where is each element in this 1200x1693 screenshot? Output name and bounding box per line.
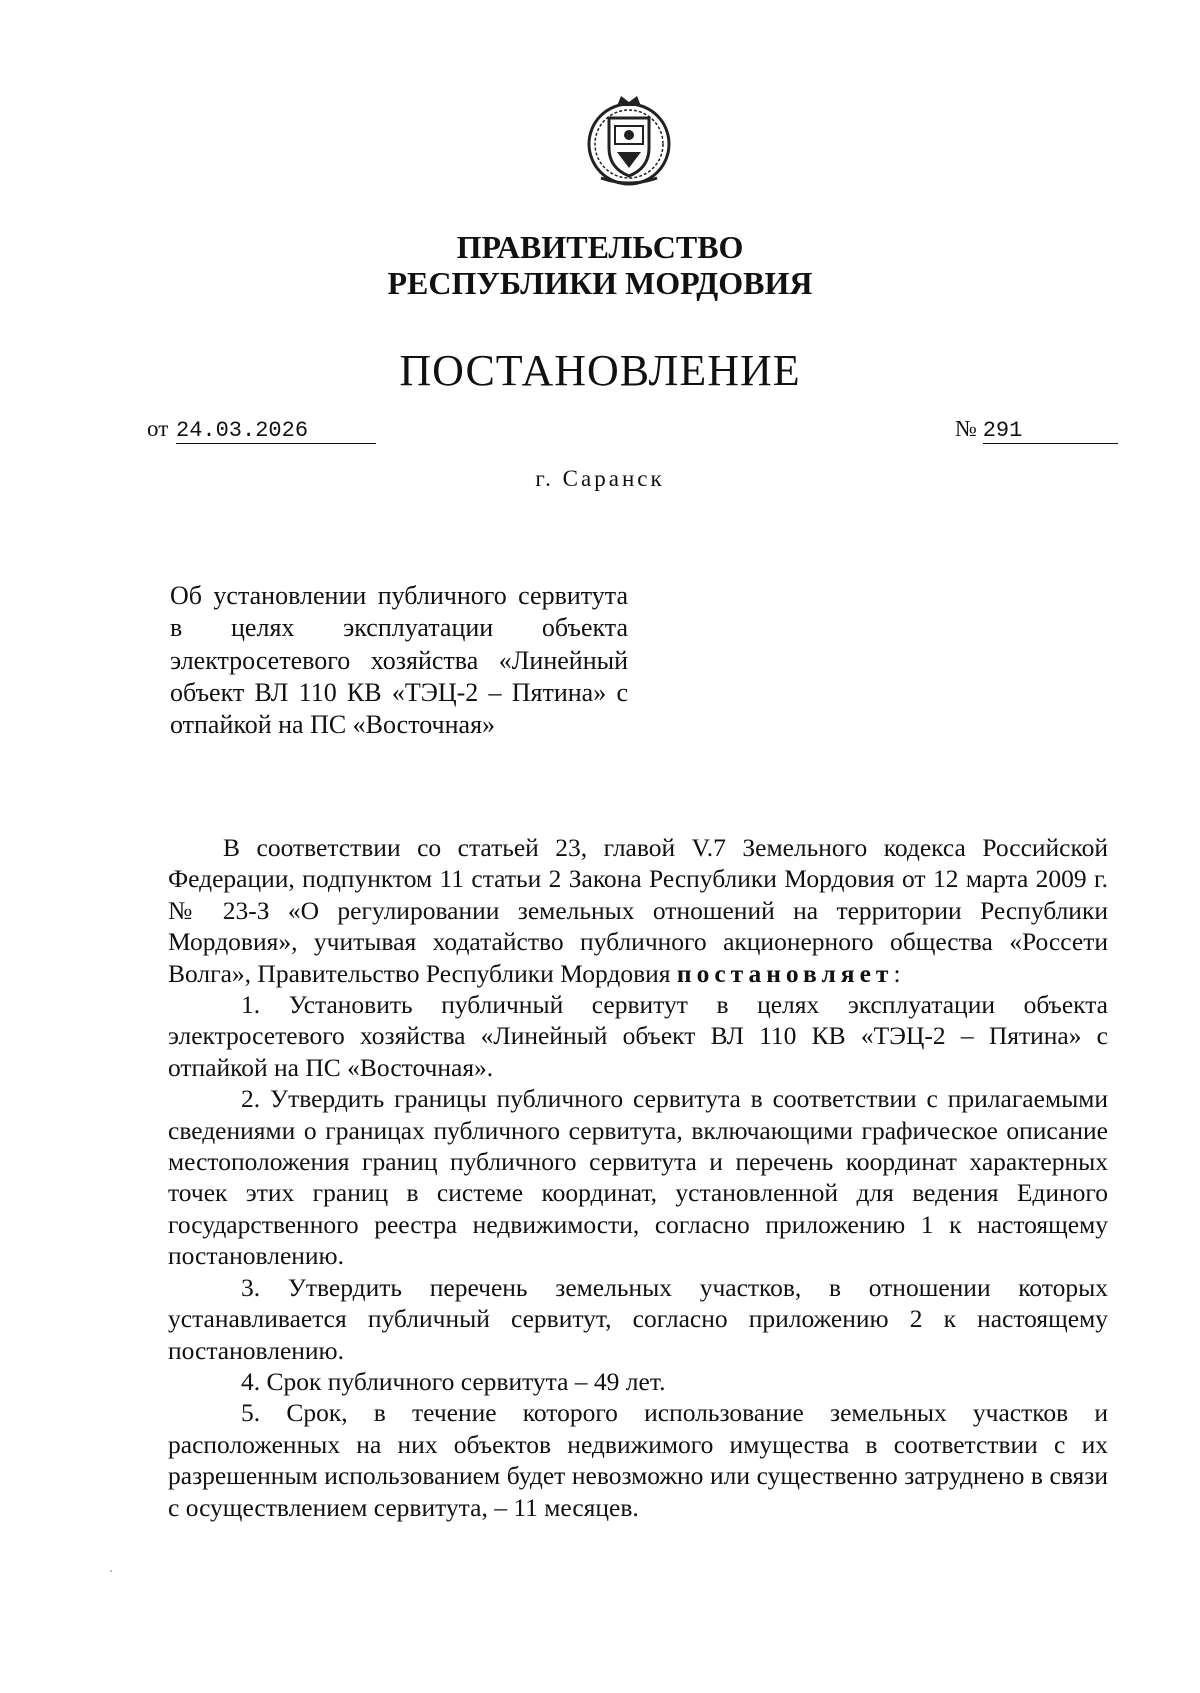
date-line — [147, 416, 376, 444]
document-body — [168, 832, 1108, 1523]
city: г. Саранск — [535, 466, 665, 491]
document-type: ПОСТАНОВЛЕНИЕ — [399, 346, 801, 395]
date-prefix: от — [147, 416, 169, 441]
decree-word: постановляет — [676, 958, 894, 988]
coat-of-arms-icon — [579, 90, 679, 190]
document-number: 291 — [983, 419, 1118, 444]
decree-item-5: 5. Срок, в течение которого использование земельных участков и расположенных на них объектов недвижимого имущества в соответствии с их разрешенным использованием будет невозможно или существенно затруднено в связи с осуществлением сервитута, – 11 месяцев. — [168, 1398, 1108, 1522]
number-prefix: № — [955, 416, 977, 441]
document-date: 24.03.2026 — [176, 419, 376, 444]
number-line — [955, 416, 1118, 444]
document-subject: Об установлении публичного сервитута в целях эксплуатации объекта электросетевого хозяйства «Линейный объект ВЛ 110 КВ «ТЭЦ-2 – Пятина» с отпайкой на ПС «Восточная» — [170, 581, 628, 740]
preamble-text: В соответствии со статьей 23, главой V.7 Земельного кодекса Российской Федерации, подпунктом 11 статьи 2 Закона Республики Мордовия от 12 марта 2009 г. № 23-З «О регулировании земельных отношений на территории Республики Мордовия», учитывая ходатайство публичного акционерного общества «Россети Волга», Правительство Республики Мордовия — [168, 833, 1108, 988]
decree-item-1: 1. Установить публичный сервитут в целях эксплуатации объекта электросетевого хозяйства «Линейный объект ВЛ 110 КВ «ТЭЦ-2 – Пятина» с отпайкой на ПС «Восточная». — [168, 990, 1108, 1082]
decree-item-3: 3. Утвердить перечень земельных участков, в отношении которых устанавливается публичный сервитут, согласно приложению 2 к настоящему постановлению. — [168, 1272, 1108, 1365]
decree-tail: : — [893, 958, 901, 988]
preamble-paragraph — [168, 832, 1108, 989]
decree-item-2: 2. Утвердить границы публичного сервитута в соответствии с прилагаемыми сведениями о границах публичного сервитута, включающими графическое описание местоположения границ публичного сервитута и перечень координат характерных точек этих границ в системе координат, установленной для ведения Единого государственного реестра недвижимости, согласно приложению 1 к настоящему постановлению. — [168, 1084, 1108, 1271]
org-name-line2: РЕСПУБЛИКИ МОРДОВИЯ — [387, 265, 813, 301]
org-name-line1: ПРАВИТЕЛЬСТВО — [456, 229, 744, 265]
scan-speck — [110, 1570, 112, 1572]
decree-item-4: 4. Срок публичного сервитута – 49 лет. — [241, 1366, 666, 1396]
